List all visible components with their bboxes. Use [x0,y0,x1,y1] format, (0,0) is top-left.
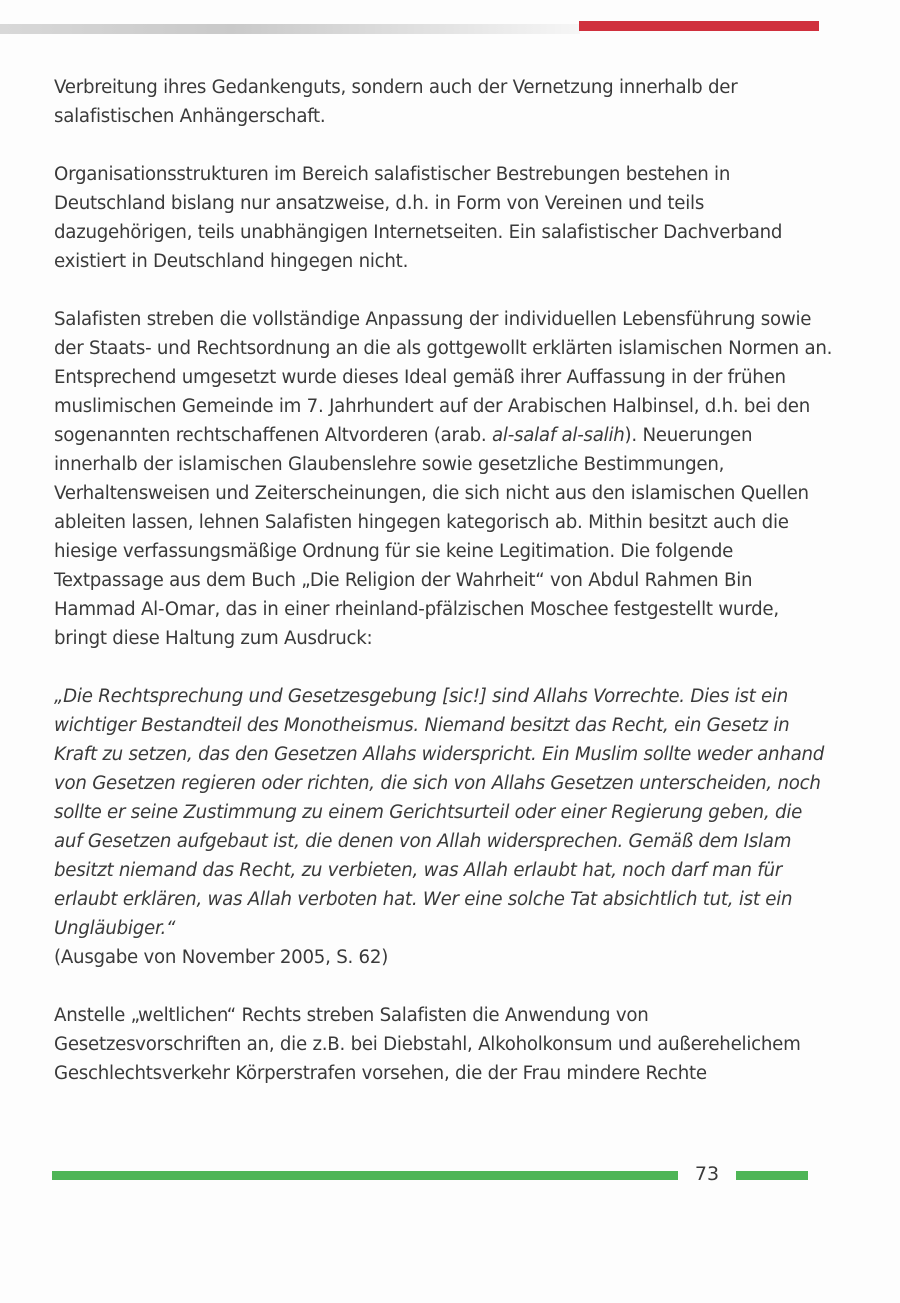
page-body [54,73,834,1117]
quote-text: „Die Rechtsprechung und Gesetzesgebung [sic!] sind Allahs Vorrechte. Dies ist ein wichtiger Bestandteil des Monotheismus. Niemand besitzt das Recht, ein Gesetz in Kraft zu setzen, das den Gesetzen Allahs widerspricht. Ein Muslim sollte weder anhand von Gesetzen regieren oder richten, die sich von Allahs Gesetzen unterscheiden, noch sollte er seine Zustimmung zu einem Gerichtsurteil oder einer Regierung geben, die auf Gesetzen aufgebaut ist, die denen von Allah widersprechen. Gemäß dem Islam besitzt niemand das Recht, zu verbieten, was Allah erlaubt hat, noch darf man für erlaubt erklären, was Allah verboten hat. Wer eine solche Tat absichtlich tut, ist ein Ungläubiger.“ [54,686,825,939]
paragraph-3-text-b: ). Neuerungen innerhalb der islamischen Glaubenslehre sowie gesetzliche Bestimmungen, Verhaltensweisen und Zeiterscheinungen, die sich nicht aus den islamischen Quellen ableiten lassen, lehnen Salafisten hingegen kategorisch ab. Mithin besitzt auch die hiesige verfassungsmäßige Ordnung für sie keine Legitimation. Die folgende Textpassage aus dem Buch „Die Religion der Wahrheit“ von Abdul Rahmen Bin Hammad Al-Omar, das in einer rheinland-pfälzischen Moschee festgestellt wurde, bringt diese Haltung zum Ausdruck: [54,425,809,649]
paragraph-1: Verbreitung ihres Gedankenguts, sondern auch der Vernetzung innerhalb der salafistischen Anhängerschaft. [54,77,738,127]
paragraph-3 [54,305,834,653]
page-number: 73 [694,1163,720,1185]
paragraph-2: Organisationsstrukturen im Bereich salafistischer Bestrebungen bestehen in Deutschland bislang nur ansatzweise, d.h. in Form von Vereinen und teils dazugehörigen, teils unabhängigen Internetseiten. Ein salafistischer Dachverband existiert in Deutschland hingegen nicht. [54,164,783,272]
block-quote [54,682,834,972]
footer-green-bar-right [736,1171,808,1180]
footer-green-bar-left [52,1171,678,1180]
paragraph-5: Anstelle „weltlichen“ Rechts streben Salafisten die Anwendung von Gesetzesvorschriften an, die z.B. bei Diebstahl, Alkoholkonsum und außerehelichem Geschlechtsverkehr Körperstrafen vorsehen, die der Frau mindere Rechte [54,1005,801,1084]
quote-source: (Ausgabe von November 2005, S. 62) [54,947,389,968]
header-gray-bar [0,24,580,34]
header-red-accent-bar [579,21,819,31]
arabic-term: al-salaf al-salih [492,425,625,446]
paragraph-3-text-a: Salafisten streben die vollständige Anpassung der individuellen Lebensführung sowie der Staats- und Rechtsordnung an die als gottgewollt erklärten islamischen Normen an. Entsprechend umgesetzt wurde dieses Ideal gemäß ihrer Auffassung in der frühen muslimischen Gemeinde im 7. Jahrhundert auf der Arabischen Halbinsel, d.h. bei den sogenannten rechtschaffenen Altvorderen (arab. [54,309,833,446]
